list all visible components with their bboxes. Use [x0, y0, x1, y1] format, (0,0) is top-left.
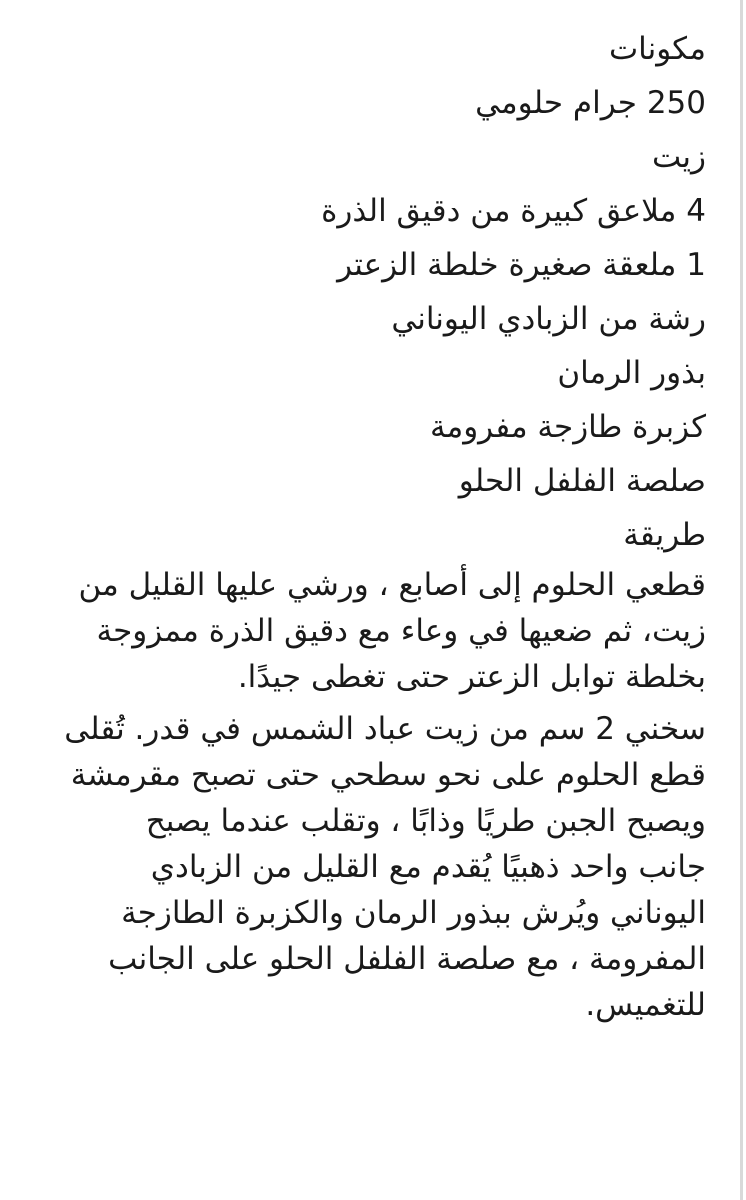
method-step-2-line: المفرومة ، مع صلصة الفلفل الحلو على الجانب [108, 941, 706, 977]
method-step-1-line: قطعي الحلوم إلى أصابع ، ورشي عليها القليل من [78, 567, 706, 603]
method-step-2-line: جانب واحد ذهبيًا يُقدم مع القليل من الزبادي [150, 849, 706, 885]
method-step-1 [40, 562, 706, 700]
method-step-2-line: ويصبح الجبن طريًا وذابًا ، وتقلب عندما يصبح [145, 803, 706, 839]
ingredients-list [40, 76, 706, 508]
method-heading: طريقة [623, 517, 706, 553]
ingredient-item: رشة من الزبادي اليوناني [391, 301, 706, 337]
ingredient-item: كزبرة طازجة مفرومة [429, 409, 706, 445]
method-step-2-line: للتغميس. [585, 987, 706, 1023]
method-step-1-line: بخلطة توابل الزعتر حتى تغطى جيدًا. [237, 659, 706, 695]
ingredient-item: 250 جرام حلومي [475, 85, 706, 121]
ingredient-item: 4 ملاعق كبيرة من دقيق الذرة [321, 193, 706, 229]
right-edge-divider [740, 0, 743, 1200]
method-step-1-line: زيت، ثم ضعيها في وعاء مع دقيق الذرة ممزوجة [96, 613, 706, 649]
method-step-2-line: اليوناني ويُرش ببذور الرمان والكزبرة الطازجة [121, 895, 706, 931]
ingredient-item: بذور الرمان [557, 355, 706, 391]
ingredient-item: زيت [651, 139, 706, 175]
ingredients-heading: مكونات [609, 31, 706, 67]
ingredient-item: 1 ملعقة صغيرة خلطة الزعتر [337, 247, 706, 283]
method-step-2-line: سخني 2 سم من زيت عباد الشمس في قدر. تُقلى [64, 711, 706, 747]
method-step-2 [40, 706, 706, 1028]
recipe-note [40, 22, 706, 1028]
ingredient-item: صلصة الفلفل الحلو [458, 463, 706, 499]
method-step-2-line: قطع الحلوم على نحو سطحي حتى تصبح مقرمشة [70, 757, 706, 793]
